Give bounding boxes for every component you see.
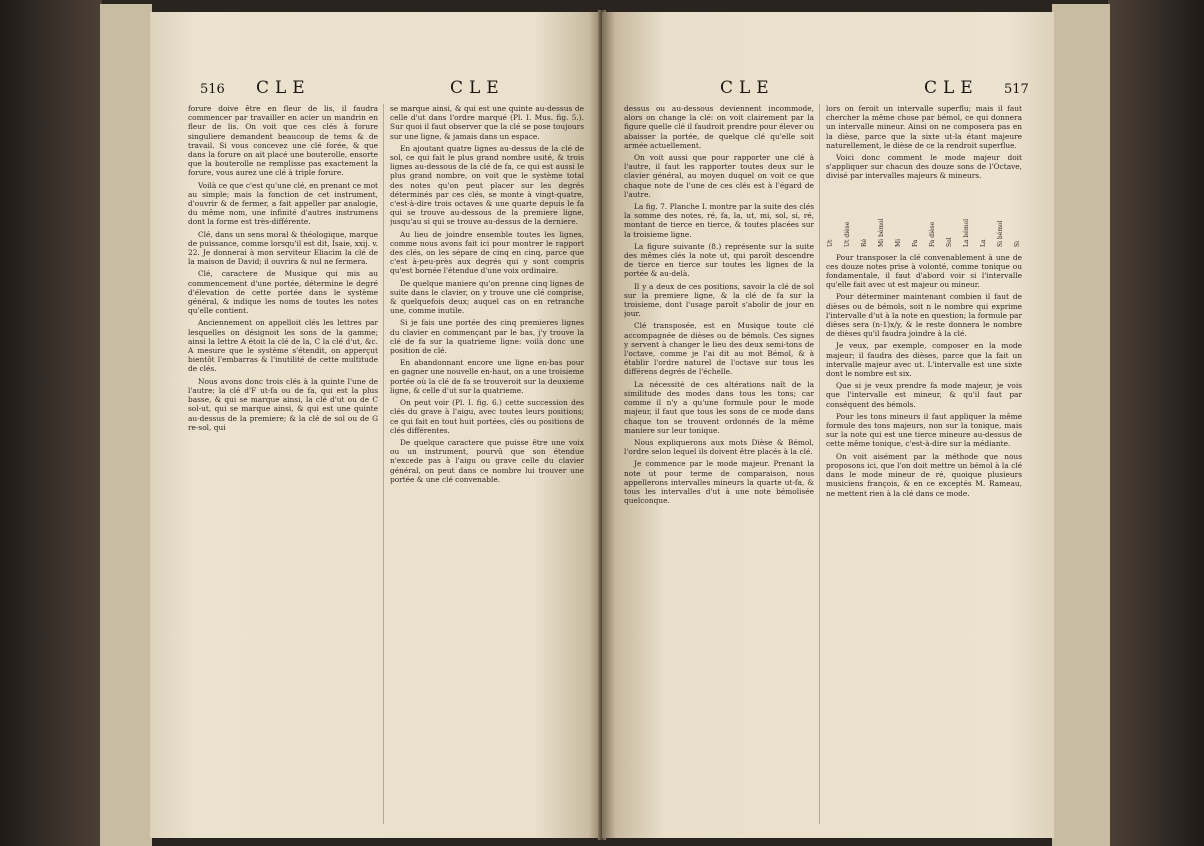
page-edges-left: [100, 4, 152, 846]
paragraph: De quelque maniere qu'on prenne cinq lignes de suite dans le clavier, on y trouve une clé comprise, & quelquefois deux; auquel cas on en retranche une, comme inutile.: [390, 278, 584, 316]
paragraph: Nous expliquerons aux mots Dièse & Bémol, l'ordre selon lequel ils doivent être placés à la clé.: [624, 437, 814, 457]
column-divider: [383, 104, 384, 824]
column-divider: [819, 104, 820, 824]
paragraph: De quelque caractere que puisse être une voix ou un instrument, pourvû que son étendue n'excede pas à l'aigu ou grave celle du clavier général, on peut dans ce nombre lui trouver une portée & une clé convenable.: [390, 437, 584, 484]
book-cover-left: [0, 0, 102, 846]
table-cell: La: [979, 239, 987, 247]
paragraph: dessus ou au-dessous deviennent incommode, alors on change la clé: on voit clairement par la figure quelle clé il faudroit prendre pour élever ou abaisser la portée, de quelque clé qu'elle soit armée actuellement.: [624, 104, 814, 150]
left-page-number: 516: [200, 82, 225, 97]
table-cell: Si bémol: [996, 220, 1004, 247]
paragraph: Pour les tons mineurs il faut appliquer la même formule des tons majeurs, non sur la tonique, mais sur la note qui est une tierce mineure au-dessus de cette même tonique, c'est-à-dire sur la médiante.: [826, 411, 1022, 449]
paragraph: Clé transposée, est en Musique toute clé accompagnée de dièses ou de bémols. Ces signes y servent à changer le lieu des deux semi-tons de l'octave, comme je l'ai dit au mot Bémol, & à établir l'ordre naturel de l'octave sur tous les différens degrés de l'échelle.: [624, 321, 814, 377]
right-column-1: [624, 104, 814, 834]
right-page-number: 517: [1004, 82, 1029, 97]
right-header-right: CLE: [924, 78, 979, 98]
left-column-1: [188, 104, 378, 834]
table-cell: Ré: [860, 238, 868, 247]
paragraph: Clé, dans un sens moral & théologique, marque de puissance, comme lorsqu'il est dit, Isaie, xxij. v. 22. Je donnerai à mon serviteur Eliacim la clé de la maison de David; il ouvrira & nul ne fermera.: [188, 229, 378, 267]
paragraph: Voilà ce que c'est qu'une clé, en prenant ce mot au simple; mais la fonction de cet instrument, d'ouvrir & de fermer, a fait appeller par analogie, du même nom, une infinité d'autres instrumens dont la forme est très-différente.: [188, 180, 378, 227]
paragraph: Pour déterminer maintenant combien il faut de dièses ou de bémols, soit n le nombre qui exprime l'intervalle d'ut à la note en question; la formule par dièses sera (n-1)x/y, & le reste donnera le nombre de dièses qu'il faudra joindre à la clé.: [826, 292, 1022, 339]
right-page: [602, 12, 1054, 838]
table-cell: La bémol: [962, 218, 970, 247]
right-column-2: [826, 104, 1022, 834]
table-cell: Fa: [911, 239, 919, 247]
paragraph: On peut voir (Pl. I. fig. 6.) cette succession des clés du grave à l'aigu, avec toutes leurs positions; ce qui fait en tout huit portées, clés ou positions de clés différentes.: [390, 398, 584, 435]
left-header-right: CLE: [450, 78, 505, 98]
paragraph: La figure suivante (8.) représente sur la suite des mêmes clés la note ut, qui paroît descendre de tierce en tierce sur toutes les lignes de la portée & au-delà.: [624, 241, 814, 279]
left-page: [150, 12, 602, 838]
table-cell: Fa dièse: [928, 221, 936, 247]
paragraph: Je commence par le mode majeur. Prenant la note ut pour terme de comparaison, nous appellerons intervalles mineurs la quarte ut-fa, & tous les intervalles d'ut à une note bémolisée quelconque.: [624, 459, 814, 506]
paragraph: Nous avons donc trois clés à la quinte l'une de l'autre; la clé d'F ut-fa ou de fa, qui est la plus basse, & qui se marque ainsi, la clé d'ut ou de C sol-ut, qui se marque ainsi, & qui est une quinte au-dessus de la premiere; & la clé de sol ou de G re-sol, qui: [188, 376, 378, 432]
paragraph: Au lieu de joindre ensemble toutes les lignes, comme nous avons fait ici pour montrer le rapport des clés, on les sépare de cinq en cinq, parce que c'est à-peu-près aux degrés qui y sont compris qu'est bornée l'étendue d'une voix ordinaire.: [390, 229, 584, 276]
paragraph: Je veux, par exemple, composer en la mode majeur; il faudra des dièses, parce que la fait un intervalle majeur avec ut. L'intervalle est une sixte dont le nombre est six.: [826, 341, 1022, 379]
paragraph: La fig. 7. Planche I. montre par la suite des clés la somme des notes, ré, fa, la, ut, mi, sol, si, ré, montant de tierce en tierce, & toutes placées sur la troisieme ligne.: [624, 202, 814, 239]
paragraph: se marque ainsi, & qui est une quinte au-dessus de celle d'ut dans l'ordre marqué (Pl. I. Mus. fig. 5.). Sur quoi il faut observer que la clé se pose toujours sur une ligne, & jamais dans un espace.: [390, 104, 584, 141]
table-cell: Sol: [945, 236, 953, 247]
table-cell: Ut: [827, 239, 834, 247]
paragraph: En abandonnant encore une ligne en-bas pour en gagner une nouvelle en-haut, on a une troisieme portée où la clé de fa se trouveroit sur la deuxieme ligne, & celle d'ut sur la quatrieme.: [390, 358, 584, 395]
table-cell: Si: [1013, 240, 1021, 247]
paragraph: Que si je veux prendre fa mode majeur, je vois que l'intervalle est mineur, & qu'il faut par conséquent des bémols.: [826, 381, 1022, 409]
paragraph: On voit aussi que pour rapporter une clé à l'autre, il faut les rapporter toutes deux sur le clavier général, au moyen duquel on voit ce que chaque note de l'une de ces clés est à l'égard de l'autre.: [624, 153, 814, 199]
table-cell: Mi: [894, 238, 902, 247]
right-header-left: CLE: [720, 78, 775, 98]
left-header-left: CLE: [256, 78, 311, 98]
table-cell: Ut dièse: [843, 221, 851, 247]
table-cell: Mi bémol: [877, 218, 885, 247]
mode-table: [826, 187, 1022, 247]
paragraph: forure doive être en fleur de lis, il faudra commencer par travailler en acier un mandrin en fleur de lis. On voit que ces clés à forure singuliere demandent beaucoup de tems & de travail. Si vous concevez une clé forée, & que dans la forure on ait placé une bouterolle, ensorte que la bouterolle ne remplisse pas exactement la forure, vous aurez une clé à triple forure.: [188, 104, 378, 178]
page-edges-right: [1052, 4, 1110, 846]
paragraph: Anciennement on appelloit clés les lettres par lesquelles on désignoit les sons de la gamme; ainsi la lettre A étoit la clé de la, C la clé d'ut, &c. A mesure que le système s'étendit, on apperçut bientôt l'embarras & l'inutilité de cette multitude de clés.: [188, 318, 378, 374]
paragraph: Il y a deux de ces positions, savoir la clé de sol sur la premiere ligne, & la clé de fa sur la troisieme, dont l'usage paroît s'abolir de jour en jour.: [624, 281, 814, 319]
left-column-2: [390, 104, 584, 834]
paragraph: Si je fais une portée des cinq premieres lignes du clavier en commençant par le bas, j'y trouve la clé de fa sur la quatrieme ligne: voilà donc une position de clé.: [390, 318, 584, 356]
paragraph: La nécessité de ces altérations naît de la similitude des modes dans tous les tons; car comme il n'y a qu'une formule pour le mode majeur, il faut que tous les sons de ce mode dans chaque ton se trouvent ordonnés de la même maniere sur leur tonique.: [624, 379, 814, 435]
paragraph: lors on feroit un intervalle superflu; mais il faut chercher la même chose par bémol, ce qui donnera un intervalle mineur. Ainsi on ne composera pas en la dièse, parce que la sixte ut-la étant majeure naturellement, le dièse de ce la rendroit superflue.: [826, 104, 1022, 150]
paragraph: En ajoutant quatre lignes au-dessus de la clé de sol, ce qui fait le plus grand nombre usité, & trois lignes au-dessous de la clé de fa, ce qui est aussi le plus grand nombre, on voit que le système total des notes qu'on peut placer sur les degrés déterminés par ces clés, se monte à vingt-quatre, c'est-à-dire trois octaves & une quarte depuis le fa qui se trouve au-dessous de la premiere ligne, jusqu'au si qui se trouve au-dessus de la derniere.: [390, 143, 584, 227]
book-cover-right: [1108, 0, 1204, 846]
paragraph: Voici donc comment le mode majeur doit s'appliquer sur chacun des douze sons de l'Octave, divisé par intervalles majeurs & mineurs.: [826, 153, 1022, 181]
paragraph: Pour transposer la clé convenablement à une de ces douze notes prise à volonté, comme tonique ou fondamentale, il faut d'abord voir si l'intervalle qu'elle fait avec ut est majeur ou mineur.: [826, 252, 1022, 290]
paragraph: On voit aisément par la méthode que nous proposons ici, que l'on doit mettre un bémol à la clé dans le mode mineur de ré, quoique plusieurs musiciens françois, & en ce exceptés M. Rameau, ne mettent rien à la clé dans ce mode.: [826, 451, 1022, 498]
paragraph: Clé, caractere de Musique qui mis au commencement d'une portée, détermine le degré d'élevation de cette portée dans le système général, & indique les noms de toutes les notes qu'elle contient.: [188, 269, 378, 316]
